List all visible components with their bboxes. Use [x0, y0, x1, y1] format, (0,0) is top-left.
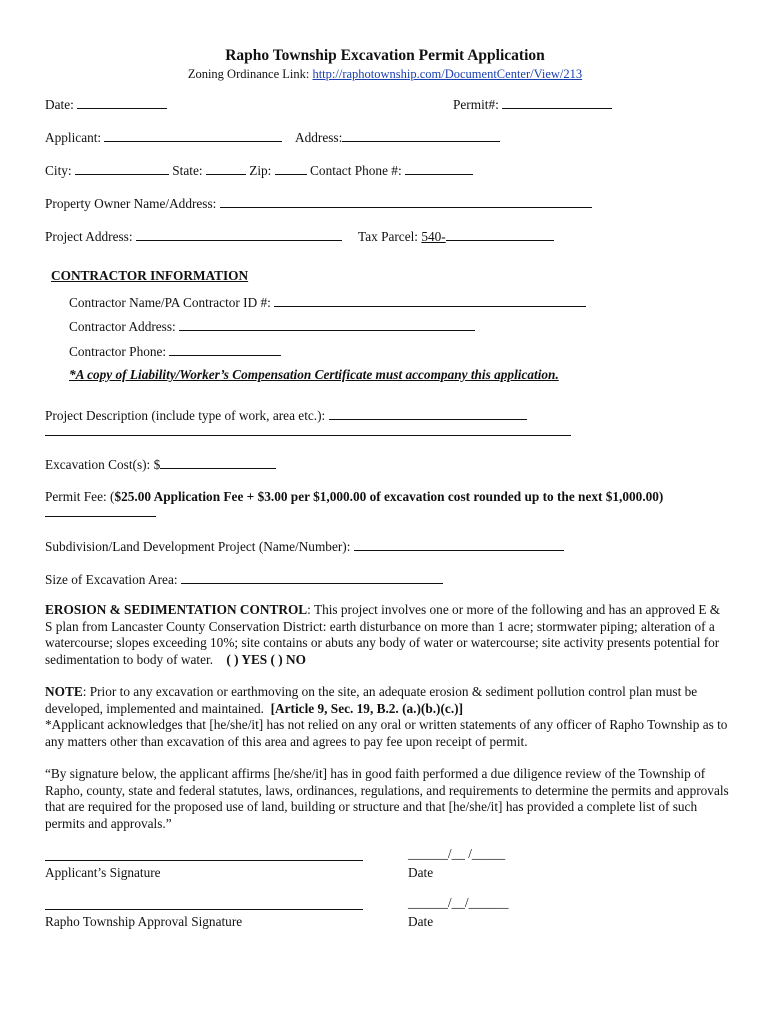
address-row: [295, 129, 500, 146]
city-row: [45, 162, 473, 179]
tax-parcel-label: Tax Parcel:: [358, 229, 418, 244]
applicant-label: Applicant:: [45, 130, 102, 145]
subdivision-label: Subdivision/Land Development Project (Name/Number):: [45, 539, 351, 554]
permit-fee-field[interactable]: [45, 516, 156, 517]
note-article: [Article 9, Sec. 19, B.2. (a.)(b.)(c.)]: [270, 700, 463, 716]
permit-row: [453, 96, 612, 113]
state-field[interactable]: [206, 162, 246, 175]
applicant-acknowledgement: *Applicant acknowledges that [he/she/it] has not relied on any oral or written statements of any officer of Rapho Township as to any matters other than excavation of this area and agrees to pay fee upon receipt of permit.: [45, 717, 728, 749]
project-address-field[interactable]: [136, 228, 342, 241]
zoning-label: Zoning Ordinance Link:: [187, 67, 310, 81]
erosion-heading: EROSION & SEDIMENTATION CONTROL: [45, 602, 308, 617]
erosion-paragraph: [45, 602, 730, 668]
applicant-signature-label: Applicant’s Signature: [45, 865, 161, 880]
contact-phone-label: Contact Phone #:: [310, 163, 402, 178]
project-description-label: Project Description (include type of work, area etc.):: [45, 408, 326, 423]
property-owner-field[interactable]: [220, 195, 592, 208]
note-label: NOTE: [45, 684, 83, 699]
excavation-cost-row: [45, 456, 276, 473]
contractor-heading: CONTRACTOR INFORMATION: [51, 268, 249, 283]
size-label: Size of Excavation Area:: [45, 572, 178, 587]
zoning-link[interactable]: http://raphotownship.com/DocumentCenter/View/213: [312, 67, 583, 81]
subdivision-row: [45, 538, 564, 555]
applicant-field[interactable]: [104, 129, 282, 142]
permit-fee-label: Permit Fee: (: [45, 489, 115, 504]
contact-phone-field[interactable]: [405, 162, 473, 175]
permit-fee-row: [45, 489, 663, 505]
note-paragraph: [45, 684, 730, 750]
permit-label: Permit#:: [453, 97, 499, 112]
contractor-name-field[interactable]: [274, 294, 586, 307]
applicant-signature-line[interactable]: [45, 860, 363, 861]
insurance-notice: *A copy of Liability/Worker’s Compensation Certificate must accompany this application.: [69, 367, 559, 382]
approval-date-label: Date: [408, 914, 434, 929]
applicant-row: [45, 129, 282, 146]
excavation-cost-field[interactable]: [160, 456, 276, 469]
date-row: [45, 96, 167, 113]
address-field[interactable]: [342, 129, 500, 142]
contractor-address-field[interactable]: [179, 318, 475, 331]
note-body: : Prior to any excavation or earthmoving on the site, an adequate erosion & sediment pollution control plan must be developed, implemented and maintained.: [45, 684, 698, 716]
permit-field[interactable]: [502, 96, 612, 109]
contractor-phone-field[interactable]: [169, 343, 281, 356]
date-field[interactable]: [77, 96, 167, 109]
approval-signature-line[interactable]: [45, 909, 363, 910]
contractor-name-label: Contractor Name/PA Contractor ID #:: [69, 295, 271, 310]
erosion-body: : This project involves one or more of the following and has an approved E & S plan from Lancaster County Conservation District: earth disturbance on more than 1 acre; stormwater piping; alteration of a watercourse; slopes exceeding 10%; site contains or abuts any body of water or watercourse; site activity presents potential for sedimentation to body of water.: [45, 602, 721, 667]
contractor-phone-row: [69, 343, 281, 360]
tax-parcel-prefix: 540-: [421, 229, 446, 244]
applicant-date-field[interactable]: ______/__ /_____: [408, 846, 506, 861]
size-field[interactable]: [181, 571, 443, 584]
contractor-name-row: [69, 294, 586, 311]
erosion-yes-no[interactable]: ( ) YES ( ) NO: [226, 651, 306, 667]
project-description-line-2[interactable]: [45, 435, 571, 436]
contractor-address-row: [69, 318, 475, 335]
tax-parcel-field[interactable]: [446, 228, 554, 241]
city-field[interactable]: [75, 162, 169, 175]
size-row: [45, 571, 443, 588]
approval-date-field[interactable]: ______/__/______: [408, 895, 509, 910]
excavation-cost-label: Excavation Cost(s): $: [45, 457, 161, 472]
subdivision-field[interactable]: [354, 538, 564, 551]
tax-parcel-row: [358, 228, 554, 245]
project-address-label: Project Address:: [45, 229, 133, 244]
permit-fee-text: $25.00 Application Fee + $3.00 per $1,000.00 of excavation cost rounded up to the next $1,000.00): [114, 489, 664, 504]
city-label: City:: [45, 163, 72, 178]
page-title: Rapho Township Excavation Permit Application: [225, 47, 545, 64]
property-owner-row: [45, 195, 592, 212]
project-description-field[interactable]: [329, 407, 527, 420]
contractor-address-label: Contractor Address:: [69, 319, 176, 334]
applicant-date-label: Date: [408, 865, 434, 880]
date-label: Date:: [45, 97, 74, 112]
approval-signature-label: Rapho Township Approval Signature: [45, 914, 243, 929]
contractor-phone-label: Contractor Phone:: [69, 344, 167, 359]
property-owner-label: Property Owner Name/Address:: [45, 196, 217, 211]
zip-label: Zip:: [249, 163, 272, 178]
state-label: State:: [172, 163, 203, 178]
affirmation-paragraph: “By signature below, the applicant affirms [he/she/it] has in good faith performed a due diligence review of the Township of Rapho, county, state and federal statutes, laws, ordinances, regulations, and requirements to determine the permits and approvals that are required for the proposed use of land, building or structure and that [he/she/it] has provided a complete list of such permits and approvals.”: [45, 766, 729, 831]
project-address-row: [45, 228, 342, 245]
zip-field[interactable]: [275, 162, 307, 175]
project-description-row: [45, 407, 527, 424]
address-label: Address:: [295, 130, 343, 145]
zoning-link-line: [0, 66, 770, 82]
